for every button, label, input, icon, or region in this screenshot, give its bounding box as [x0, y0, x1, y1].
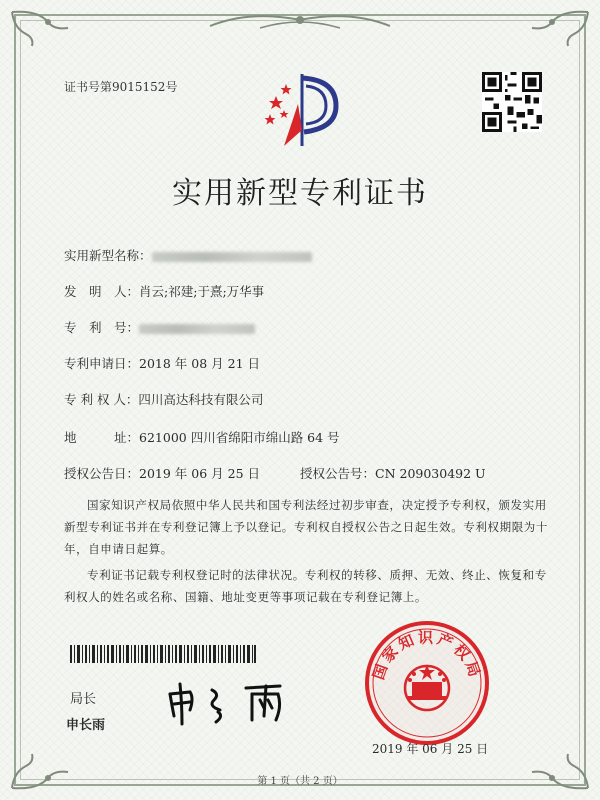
barcode-icon — [70, 645, 256, 663]
redacted-value — [152, 252, 312, 262]
patent-number-row — [64, 318, 255, 336]
official-seal-icon — [362, 618, 492, 748]
filing-date-row — [64, 354, 260, 372]
director-label: 局长 — [70, 692, 97, 707]
director-signature-icon — [160, 676, 310, 726]
address-value: 621000 四川省绵阳市绵山路 64 号 — [139, 430, 340, 445]
inventors-row — [64, 282, 264, 300]
inventors-value: 肖云;祁建;于熹;万华事 — [139, 284, 265, 299]
field-label: 专利申请日： — [64, 356, 140, 371]
grant-statement-paragraph: 国家知识产权局依照中华人民共和国专利法经过初步审查，决定授予专利权，颁发实用新型专利证书并在专利登记簿上予以登记。专利权自授权公告之日起生效。专利权期限为十年，自申请日起算。 — [64, 498, 548, 556]
grant-number-value: CN 209030492 U — [375, 466, 486, 481]
redacted-value — [139, 324, 255, 334]
corner-ornament-icon — [522, 8, 592, 48]
grant-number-row — [300, 464, 486, 482]
seal-date: 2019 年 06 月 25 日 — [372, 742, 489, 756]
field-label: 专 利 权 人： — [64, 392, 139, 407]
legal-status-paragraph: 专利证书记载专利权登记时的法律状况。专利权的转移、质押、无效、终止、恢复和专利权人的姓名或名称、国籍、地址变更等事项记载在专利登记簿上。 — [64, 568, 547, 604]
field-label: 授权公告日： — [64, 466, 140, 481]
field-label: 实用新型名称： — [64, 248, 152, 263]
patent-office-logo-icon — [262, 70, 342, 150]
page-number: 第 1 页（共 2 页） — [257, 776, 343, 787]
qr-code-icon — [482, 72, 542, 132]
field-label: 发 明 人： — [64, 284, 140, 299]
top-ornament-icon — [200, 6, 400, 36]
field-label: 地 址： — [64, 430, 140, 445]
grant-date-row — [64, 464, 260, 482]
address-row — [64, 428, 340, 446]
seal-text: 国家知识产权局 — [369, 628, 485, 682]
patentee-value: 四川高达科技有限公司 — [138, 392, 264, 407]
utility-model-name-row — [64, 246, 312, 264]
grant-date-value: 2019 年 06 月 25 日 — [139, 466, 261, 481]
field-label: 授权公告号： — [300, 466, 376, 481]
certificate-title: 实用新型专利证书 — [172, 176, 428, 211]
filing-date-value: 2018 年 08 月 21 日 — [139, 356, 261, 371]
field-label: 专 利 号： — [64, 320, 140, 335]
patentee-row — [64, 390, 263, 408]
corner-ornament-icon — [8, 8, 78, 48]
director-name: 申长雨 — [66, 718, 106, 733]
certificate-number: 证书号第9015152号 — [64, 80, 178, 94]
